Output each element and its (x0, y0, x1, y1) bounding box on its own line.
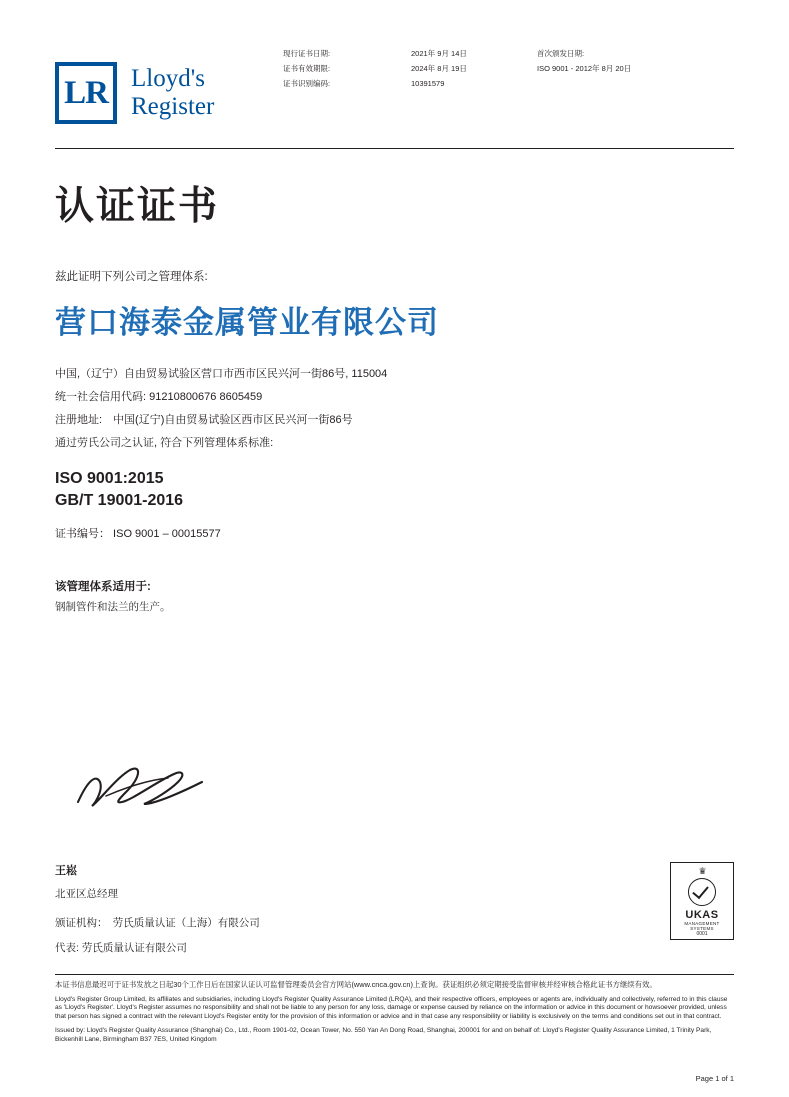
lr-logo-wordmark (131, 65, 214, 121)
meta-labels-column (283, 50, 330, 95)
meta-row: 证书有效期限: (283, 64, 331, 73)
document-footer (55, 980, 734, 1050)
footer-cn-note: 本证书信息最迟可于证书发放之日起30个工作日后在国家认证认可监督管理委员会官方网站(www.cnca.gov.cn)上查询。获证组织必须定期接受监督审核并经审核合格此证书方继续有效。 (55, 980, 657, 989)
meta-row: 证书识别编码: (283, 79, 331, 88)
footer-issued-by: Issued by: Lloyd's Register Quality Assurance (Shanghai) Co., Ltd., Room 1901-02, Ocean Tower, No. 550 Yan An Dong Road, Shanghai, 200001 for and on behalf of: Lloyd's Register Quality Assurance Limited, 1 Trinity Park, Bickenhill Lane, Birmingham B37 7ES, United Kingdom (55, 1027, 712, 1043)
address-block (55, 363, 387, 455)
meta-row: 2024年 8月 19日 (411, 64, 467, 73)
signatory-name: 王崧 (55, 865, 77, 877)
scope-heading: 该管理体系适用于: (55, 581, 151, 593)
ukas-sub-line1: MANAGEMENT (684, 921, 720, 926)
ukas-accreditation-mark (670, 862, 734, 940)
ukas-sub-line2: SYSTEMS (690, 926, 714, 931)
page-title: 认证证书 (55, 185, 220, 228)
lead-text: 兹此证明下列公司之管理体系: (55, 271, 208, 283)
ukas-number: 0001 (696, 931, 708, 937)
lloyds-register-logo (55, 62, 214, 124)
signatory-role: 北亚区总经理 (55, 888, 118, 900)
lr-logo-line1: Lloyd's (131, 65, 205, 92)
meta-first-issue-column (537, 50, 631, 80)
ukas-label: UKAS (685, 909, 719, 921)
crown-icon: ♛ (698, 866, 706, 876)
lr-logo-mark (55, 62, 117, 124)
meta-row: 10391579 (411, 79, 445, 88)
certificate-number: 证书编号： ISO 9001 – 00015577 (55, 528, 221, 540)
registered-address: 注册地址: 中国(辽宁)自由贸易试验区西市区民兴河一街86号 (55, 414, 353, 426)
document-header (0, 0, 789, 148)
footer-divider (55, 974, 734, 975)
company-name: 营口海泰金属管业有限公司 (55, 305, 439, 340)
issuing-body: 颁证机构： 劳氏质量认证（上海）有限公司 (55, 917, 260, 929)
credit-code: 统一社会信用代码: 91210800676 8605459 (55, 391, 263, 403)
signature-image (70, 760, 220, 820)
page-number: Page 1 of 1 (695, 1074, 734, 1083)
meta-row: 现行证书日期: (283, 49, 331, 58)
ukas-inner (671, 863, 733, 939)
standard-iso9001: ISO 9001:2015 (55, 470, 164, 487)
tick-icon (688, 878, 716, 906)
standard-gbt19001: GB/T 19001-2016 (55, 492, 184, 509)
company-address: 中国,（辽宁）自由贸易试验区营口市西市区民兴河一街86号, 115004 (55, 368, 388, 380)
footer-disclaimer: Lloyd's Register Group Limited, its affiliates and subsidiaries, including Lloyd's Register Quality Assurance Limited (LRQA), and their respective officers, employees or agents are, individually and collectively, referred to in this clause as 'Lloyd's Register'. Lloyd's Register assumes no responsibility and shall not be liable to any person for any loss, damage or expense caused by reliance on the information or advice in this document or howsoever provided, unless that person has signed a contract with the relevant Lloyd's Register entity for the provision of this information or advice and in that case any responsibility or liability is exclusively on the terms and conditions set out in that contract. (55, 996, 728, 1020)
meta-row: ISO 9001 - 2012年 8月 20日 (537, 64, 632, 73)
lr-logo-initials: LR (64, 74, 108, 111)
scope-text: 钢制管件和法兰的生产。 (55, 601, 171, 613)
standards-list (55, 468, 183, 512)
meta-values-column (411, 50, 467, 95)
header-divider (55, 148, 734, 149)
meta-row: 首次颁发日期: (537, 49, 585, 58)
meta-row: 2021年 9月 14日 (411, 49, 467, 58)
representative: 代表: 劳氏质量认证有限公司 (55, 942, 187, 954)
lr-logo-line2: Register (131, 93, 215, 120)
approval-line: 通过劳氏公司之认证, 符合下列管理体系标准: (55, 437, 274, 449)
